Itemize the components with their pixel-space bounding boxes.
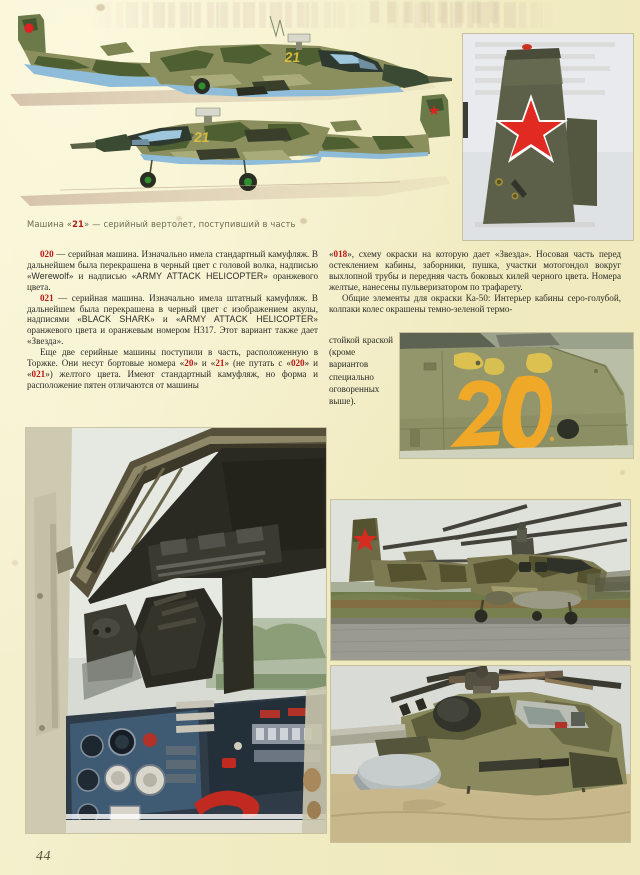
p3-number-020: 020 bbox=[290, 358, 305, 369]
photo-ka50-front-quarter-view bbox=[331, 666, 630, 842]
p3-part3: » (не путать с « bbox=[224, 358, 291, 369]
paper-speck bbox=[96, 4, 105, 11]
lead-number-021: 021 bbox=[40, 292, 54, 303]
caption-number: 21 bbox=[72, 219, 85, 229]
para-021-tail: » оранжевого цвета и оранжевым номером Н317. Этот вариант также дает «Звезда». bbox=[27, 314, 318, 347]
p3-number-21: 21 bbox=[215, 358, 225, 369]
p3-part4: » и « bbox=[27, 358, 319, 379]
p3-part2: » и « bbox=[193, 358, 216, 369]
photo-cockpit-interior bbox=[26, 428, 326, 833]
caption-suffix: » — серийный вертолет, поступивший в часть bbox=[84, 219, 296, 229]
para-020-latin2: ARMY ATTACK HELICOPTER bbox=[136, 270, 264, 281]
para-021-mid: » и « bbox=[150, 314, 181, 325]
p018-body: », схему окраски на которую дает «Звезда». Носовая часть перед остеклением кабины, заборники, пушка, участки мотогондол вокруг выхлопной трубы и передняя часть боковых килей черного цвета. Номера желтые, нанесены пульверизатором по трафарету. bbox=[329, 249, 621, 292]
board-number-bottom: 21 bbox=[193, 129, 211, 145]
lead-number-018: 018 bbox=[333, 249, 348, 259]
paper-speck bbox=[176, 216, 182, 221]
wrapped-tail-text: стойкой краской (кроме вариантов специально оговоренных выше). bbox=[329, 335, 393, 407]
para-020-body: — серийная машина. Изначально имела стандартный камуфляж. В дальнейшем была перекрашена в черный цвет с головой волка, надписью « bbox=[27, 249, 318, 281]
photo-fuselage-board-number-20 bbox=[400, 333, 633, 458]
paragraph-021 bbox=[27, 293, 318, 348]
para-021-latin2: ARMY ATTACK HELICOPTER bbox=[180, 314, 314, 325]
paper-speck bbox=[300, 218, 307, 224]
p3-part5: ») желтого цвета. Имеют стандартный камуфляж, но форма и расположение пятен отличаются от машины bbox=[27, 368, 318, 390]
paragraph-common-elements: Общие элементы для окраски Ка-50: Интерьер кабины серо-голубой, колпаки колес окрашены темно-зеленой термо- bbox=[329, 292, 621, 314]
para-020-latin1: Werewolf bbox=[31, 270, 69, 281]
paper-speck bbox=[620, 470, 625, 475]
artwork-caption bbox=[27, 219, 347, 229]
body-text-right-wrapped-tail bbox=[329, 334, 393, 407]
para-020-tail: » оранжевого цвета. bbox=[27, 270, 318, 292]
p3-number-20: 20 bbox=[184, 358, 194, 369]
paragraph-two-more-machines bbox=[27, 347, 318, 391]
page-number: 44 bbox=[36, 849, 51, 864]
paragraph-020 bbox=[27, 249, 318, 293]
photo-ka50-side-view-on-field bbox=[331, 500, 630, 660]
caption-prefix: Машина « bbox=[27, 219, 73, 229]
photo-tail-fin-with-star bbox=[463, 34, 633, 240]
p018-open: « bbox=[329, 249, 334, 259]
paragraph-018 bbox=[329, 249, 621, 293]
lead-number-020: 020 bbox=[40, 249, 54, 259]
board-number-top: 21 bbox=[283, 49, 302, 65]
p3-number-021: 021 bbox=[31, 368, 46, 379]
para-021-body: — серийная машина. Изначально имела штатный камуфляж. В дальнейшем была перекрашена в черный цвет с изображением акулы, надписями « bbox=[27, 292, 318, 325]
side-profile-artwork bbox=[0, 6, 462, 218]
body-text-left-column bbox=[27, 249, 318, 391]
paper-speck bbox=[12, 560, 18, 566]
para-020-mid: » и надписью « bbox=[68, 270, 137, 281]
para-021-latin1: BLACK SHARK bbox=[81, 314, 151, 325]
p3-part1: Еще две серийные машины поступили в часть, расположенную в Торжке. Они несут бортовые номера « bbox=[27, 347, 318, 369]
body-text-right-column bbox=[329, 249, 621, 314]
